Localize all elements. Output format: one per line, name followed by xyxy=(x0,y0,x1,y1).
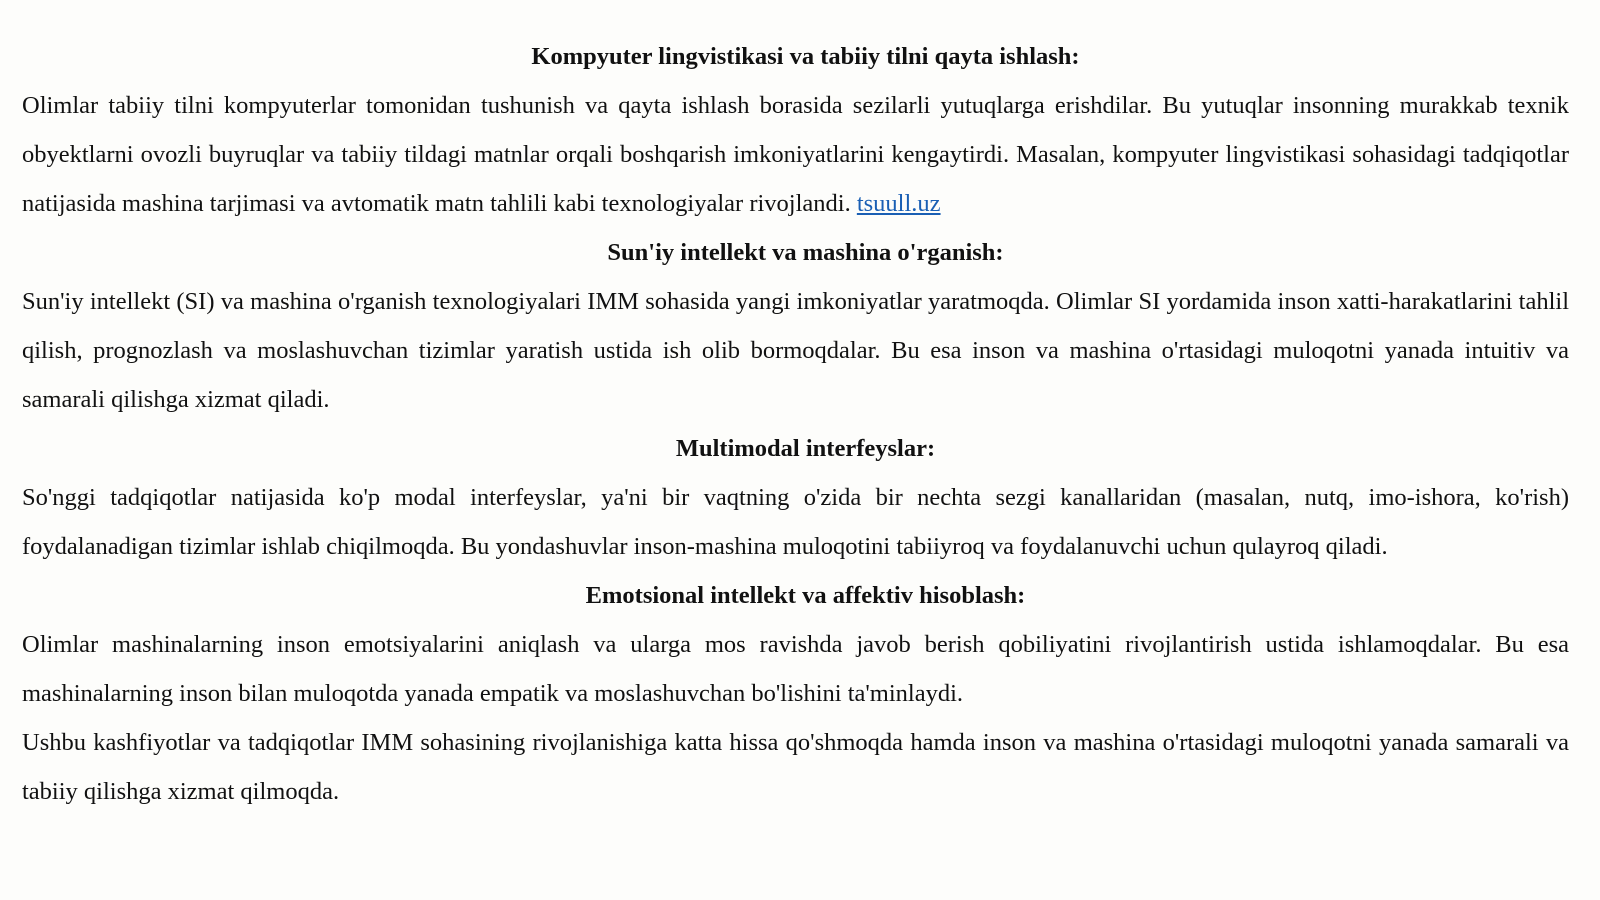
conclusion-paragraph: Ushbu kashfiyotlar va tadqiqotlar IMM sohasining rivojlanishiga katta hissa qo'shmoqda hamda inson va mashina o'rtasidagi muloqotni yanada samarali va tabiiy qilishga xizmat qilmoqda. xyxy=(22,729,1569,805)
paragraph-text: Olimlar tabiiy tilni kompyuterlar tomonidan tushunish va qayta ishlash borasida sezilarli yutuqlarga erishdilar. Bu yutuqlar insonning murakkab texnik obyektlarni ovozli buyruqlar va tabiiy tildagi matnlar orqali boshqarish imkoniyatlarini kengaytirdi. Masalan, kompyuter lingvistikasi sohasidagi tadqiqotlar natijasida mashina tarjimasi va avtomatik matn tahlili kabi texnologiyalar rivojlandi. xyxy=(22,92,1569,217)
section-paragraph-multimodal: So'nggi tadqiqotlar natijasida ko'p modal interfeyslar, ya'ni bir vaqtning o'zida bir nechta sezgi kanallaridan (masalan, nutq, imo-ishora, ko'rish) foydalanadigan tizimlar ishlab chiqilmoqda. Bu yondashuvlar inson-mashina muloqotini tabiiyroq va foydalanuvchi uchun qulayroq qiladi. xyxy=(22,484,1569,560)
section-heading-multimodal: Multimodal interfeyslar: xyxy=(675,435,936,462)
section-paragraph-computational-linguistics xyxy=(22,81,1569,228)
section-heading-computational-linguistics: Kompyuter lingvistikasi va tabiiy tilni qayta ishlash: xyxy=(531,43,1080,70)
section-paragraph-ai-ml: Sun'iy intellekt (SI) va mashina o'rganish texnologiyalari IMM sohasida yangi imkoniyatlar yaratmoqda. Olimlar SI yordamida inson xatti-harakatlarini tahlil qilish, prognozlash va moslashuvchan tizimlar yaratish ustida ish olib bormoqdalar. Bu esa inson va mashina o'rtasidagi muloqotni yanada intuitiv va samarali qilishga xizmat qiladi. xyxy=(22,288,1569,413)
section-heading-affective-computing: Emotsional intellekt va affektiv hisoblash: xyxy=(585,582,1026,609)
section-paragraph-affective-computing: Olimlar mashinalarning inson emotsiyalarini aniqlash va ularga mos ravishda javob berish qobiliyatini rivojlantirish ustida ishlamoqdalar. Bu esa mashinalarning inson bilan muloqotda yanada empatik va moslashuvchan bo'lishini ta'minlaydi. xyxy=(22,631,1569,707)
section-heading-ai-ml: Sun'iy intellekt va mashina o'rganish: xyxy=(607,239,1004,266)
source-link[interactable]: tsuull.uz xyxy=(856,190,941,217)
